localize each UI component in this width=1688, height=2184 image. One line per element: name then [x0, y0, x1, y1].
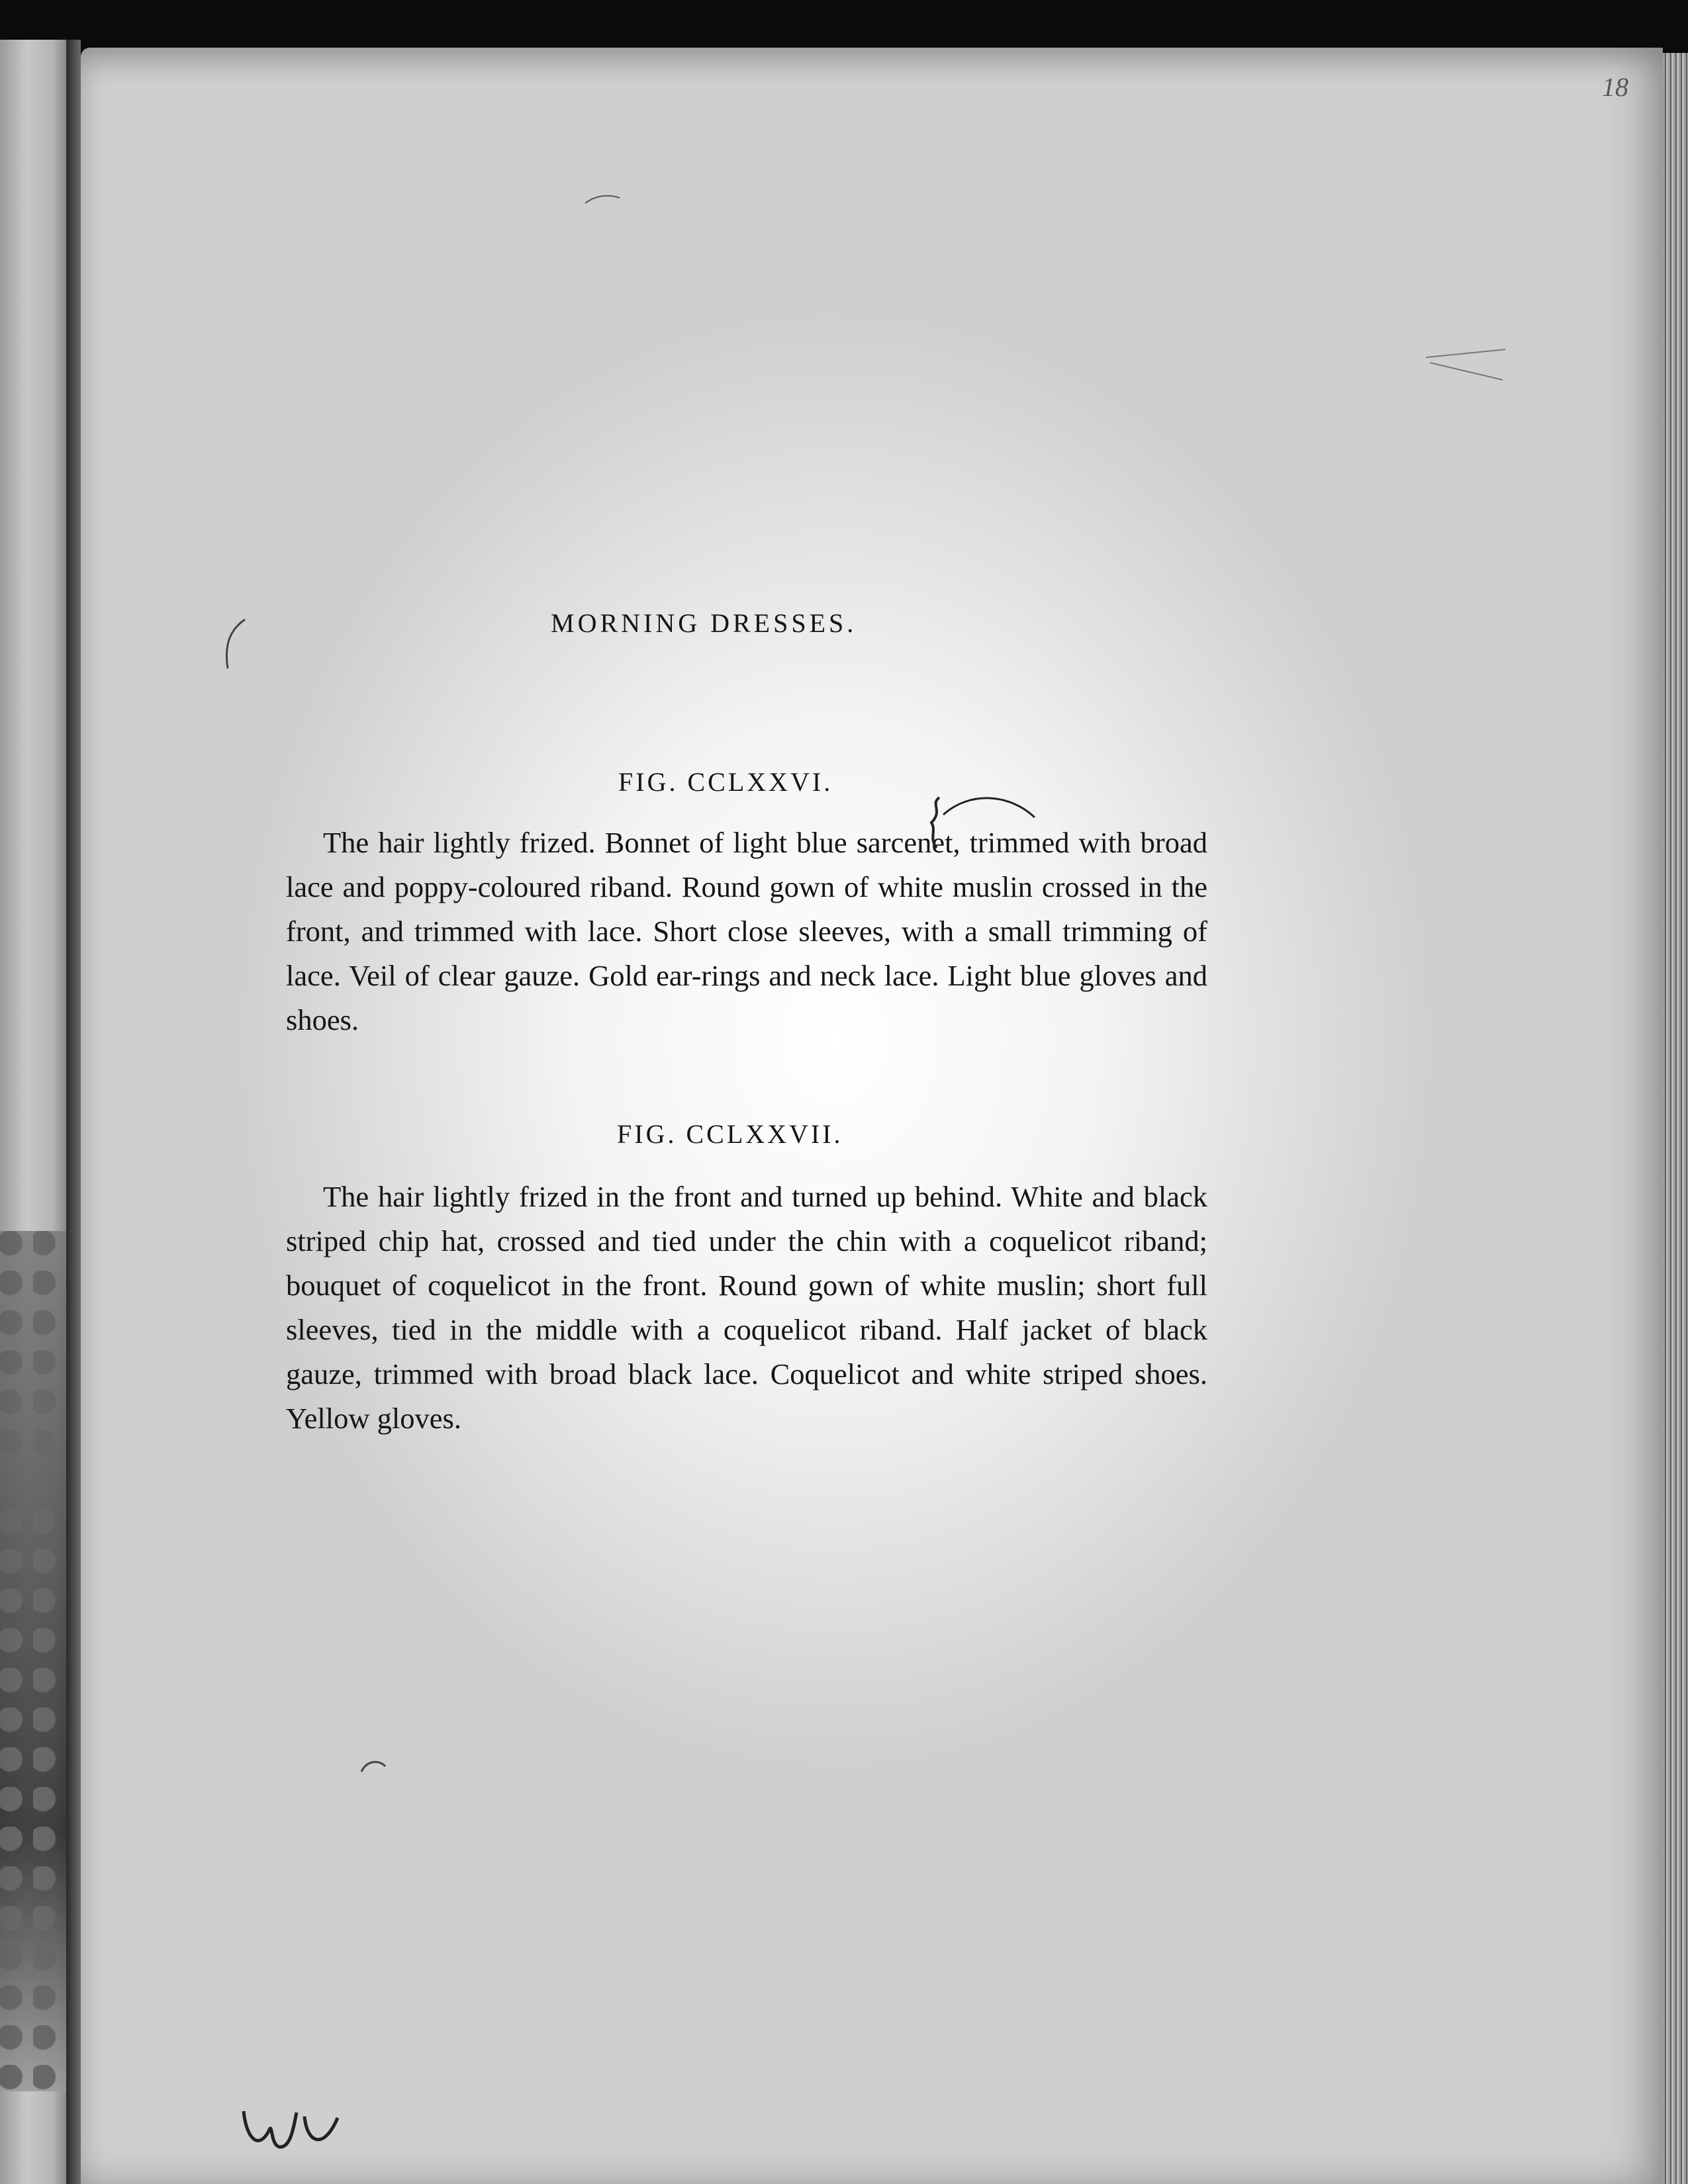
- adjacent-page-engraving: [0, 1231, 66, 2091]
- book-gutter: [66, 40, 81, 2184]
- figure-heading: FIG. CCLXXVI.: [618, 767, 833, 797]
- pencil-mark-annotation: [917, 791, 1049, 857]
- pencil-mark-bottom-signature: [238, 2105, 351, 2158]
- pencil-mark-lower-margin: [357, 1757, 391, 1777]
- page-title: MORNING DRESSES.: [551, 608, 857, 638]
- adjacent-page-edge: [0, 40, 66, 2184]
- page-number: 18: [1602, 72, 1628, 102]
- stray-stroke-top: [583, 189, 622, 208]
- figure-heading: FIG. CCLXXVII.: [617, 1119, 843, 1149]
- pencil-mark-left-margin: [218, 615, 258, 675]
- stray-lines-right: [1423, 344, 1509, 384]
- figure-description: The hair lightly frized in the front and turned up behind. White and black striped chip hat, crossed and tied under the chin with a coquelicot riband; bouquet of coquelicot in the front. Round gown of white muslin; short full sleeves, tied in the middle with a coquelicot riband. Half jacket of black gauze, trimmed with broad black lace. Coquelicot and white striped shoes. Yellow gloves.: [286, 1180, 1207, 1435]
- figure-description: The hair lightly frized. Bonnet of light blue sarcenet, trimmed with broad lace and poppy-coloured riband. Round gown of white muslin crossed in the front, and trimmed with lace. Short close sleeves, with a small trimming of lace. Veil of clear gauze. Gold ear-rings and neck lace. Light blue gloves and shoes.: [286, 826, 1207, 1036]
- page-stack-edge: [1663, 53, 1688, 2184]
